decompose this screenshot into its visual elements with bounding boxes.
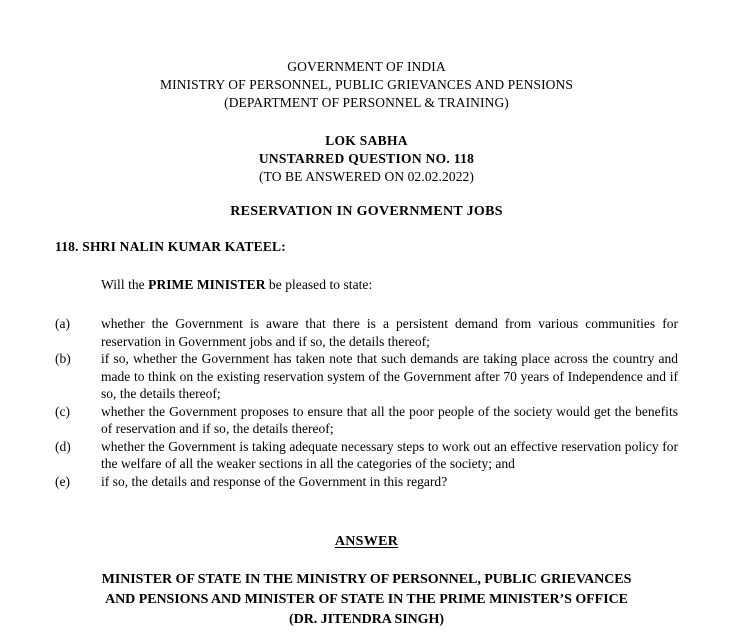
list-item [55,473,678,491]
list-item-marker: (d) [55,438,71,454]
list-item-text: whether the Government is aware that there is a persistent demand from various communities for reservation in Government jobs and if so, the details thereof; [101,316,678,349]
list-item [55,350,678,403]
question-number: UNSTARRED QUESTION NO. 118 [258,151,475,166]
answer-heading [0,534,733,550]
answer-date: (TO BE ANSWERED ON 02.02.2022) [259,169,474,184]
house-name: LOK SABHA [325,133,408,148]
list-item [55,438,678,473]
list-item-text: whether the Government proposes to ensure that all the poor people of the society would get the benefits of reservation and if so, the details thereof; [101,403,678,436]
document-header [0,58,733,112]
list-item-text: if so, whether the Government has taken note that such demands are taking place across the country and made to think on the existing reservation system of the Government after 70 years of Independence and if so, the details thereof; [101,351,678,401]
list-item-text: if so, the details and response of the Government in this regard? [101,473,448,489]
list-item [55,403,678,438]
preamble-after: be pleased to state: [265,277,373,292]
member-name: 118. SHRI NALIN KUMAR KATEEL: [55,239,286,254]
header-line-ministry: MINISTRY OF PERSONNEL, PUBLIC GRIEVANCES AND PENSIONS [160,77,573,92]
minister-designation-line-2: AND PENSIONS AND MINISTER OF STATE IN THE PRIME MINISTER’S OFFICE [105,592,628,607]
header-line-department: (DEPARTMENT OF PERSONNEL & TRAINING) [224,95,509,110]
house-block [0,132,733,186]
preamble-emphasis: PRIME MINISTER [148,277,266,292]
list-item-marker: (b) [55,351,71,366]
list-item-marker: (e) [55,473,70,489]
minister-name: (DR. JITENDRA SINGH) [289,612,444,627]
page-title: RESERVATION IN GOVERNMENT JOBS [230,204,503,219]
question-list [55,315,678,490]
list-item [55,315,678,350]
preamble-before: Will the [101,277,149,292]
header-line-government: GOVERNMENT OF INDIA [287,59,446,74]
minister-designation-line-1: MINISTER OF STATE IN THE MINISTRY OF PERSONNEL, PUBLIC GRIEVANCES [101,572,632,587]
minister-designation [30,570,703,630]
list-item-marker: (c) [55,403,70,419]
answer-heading-text: ANSWER [334,534,399,549]
preamble-line [101,277,372,293]
list-item-text: whether the Government is taking adequate necessary steps to work out an effective reservation policy for the welfare of all the weaker sections in all the categories of the society; and [101,438,678,471]
list-item-marker: (a) [55,316,70,331]
